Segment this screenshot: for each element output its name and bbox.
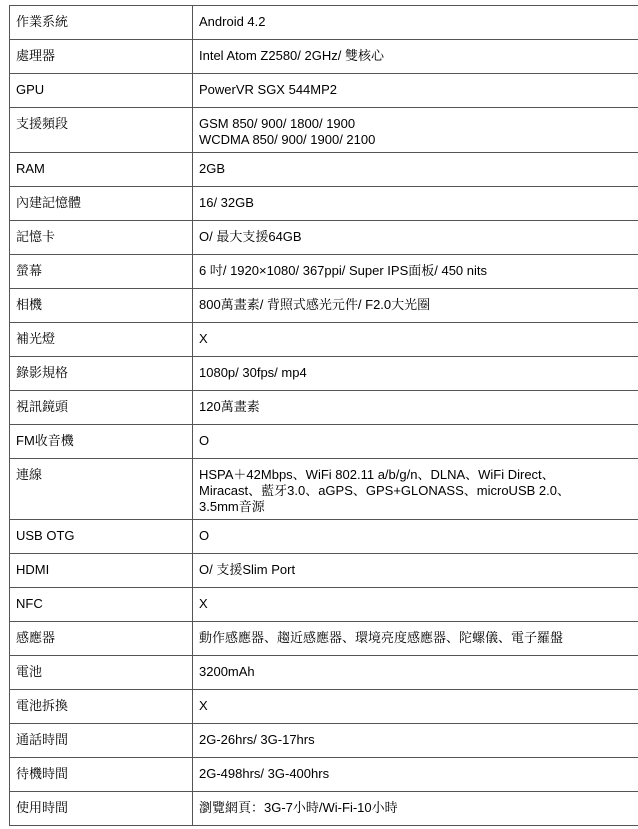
spec-value [193, 758, 638, 792]
spec-label: 相機 [10, 289, 193, 323]
spec-value [193, 554, 638, 588]
spec-row [10, 255, 638, 289]
spec-label: 錄影規格 [10, 357, 193, 391]
spec-row [10, 520, 638, 554]
spec-row [10, 459, 638, 520]
spec-value-line: 3200mAh [199, 664, 255, 679]
spec-value-line: PowerVR SGX 544MP2 [199, 82, 338, 97]
spec-label: USB OTG [10, 520, 193, 554]
spec-label: 連線 [10, 459, 193, 520]
spec-row [10, 357, 638, 391]
spec-value-line: GSM 850/ 900/ 1800/ 1900 [199, 116, 356, 131]
spec-row [10, 323, 638, 357]
spec-value-line: 2GB [199, 161, 226, 176]
spec-row [10, 108, 638, 153]
spec-label: 使用時間 [10, 792, 193, 826]
spec-value [193, 357, 638, 391]
spec-table [9, 5, 638, 826]
spec-row [10, 40, 638, 74]
spec-row [10, 425, 638, 459]
spec-row [10, 622, 638, 656]
spec-value [193, 153, 638, 187]
spec-label: 感應器 [10, 622, 193, 656]
spec-value-line: O/ 最大支援64GB [199, 229, 302, 244]
spec-value [193, 323, 638, 357]
spec-row [10, 554, 638, 588]
spec-value-line: 動作感應器、趨近感應器、環境亮度感應器、陀螺儀、電子羅盤 [199, 630, 564, 645]
spec-row [10, 690, 638, 724]
spec-value [193, 690, 638, 724]
spec-value-line: 800萬畫素/ 背照式感光元件/ F2.0大光圈 [199, 297, 431, 312]
spec-value-line: WCDMA 850/ 900/ 1900/ 2100 [199, 132, 376, 147]
spec-label: FM收音機 [10, 425, 193, 459]
spec-label: 螢幕 [10, 255, 193, 289]
spec-value-line: 16/ 32GB [199, 195, 254, 210]
spec-row [10, 153, 638, 187]
spec-label: 通話時間 [10, 724, 193, 758]
spec-label: GPU [10, 74, 193, 108]
spec-label: 待機時間 [10, 758, 193, 792]
spec-value [193, 289, 638, 323]
spec-row [10, 724, 638, 758]
spec-value [193, 792, 638, 826]
spec-label: 補光燈 [10, 323, 193, 357]
spec-value [193, 724, 638, 758]
spec-label: HDMI [10, 554, 193, 588]
spec-row [10, 289, 638, 323]
spec-value-line: 2G-498hrs/ 3G-400hrs [199, 766, 330, 781]
spec-value [193, 622, 638, 656]
spec-row [10, 187, 638, 221]
spec-value-line: 2G-26hrs/ 3G-17hrs [199, 732, 315, 747]
spec-label: NFC [10, 588, 193, 622]
spec-row [10, 792, 638, 826]
spec-row [10, 391, 638, 425]
spec-value [193, 74, 638, 108]
spec-row [10, 221, 638, 255]
spec-label: 作業系統 [10, 6, 193, 40]
spec-row [10, 656, 638, 690]
spec-value [193, 255, 638, 289]
spec-label: 內建記憶體 [10, 187, 193, 221]
spec-value [193, 221, 638, 255]
spec-label: 支援頻段 [10, 108, 193, 153]
spec-value-line: Android 4.2 [199, 14, 266, 29]
spec-label: 記憶卡 [10, 221, 193, 255]
spec-value [193, 187, 638, 221]
spec-table-body [10, 6, 638, 826]
spec-value-line: HSPA＋42Mbps、WiFi 802.11 a/b/g/n、DLNA、WiFi Direct、 [199, 467, 555, 482]
spec-label: 視訊鏡頭 [10, 391, 193, 425]
spec-value [193, 108, 638, 153]
spec-label: RAM [10, 153, 193, 187]
spec-value-line: Intel Atom Z2580/ 2GHz/ 雙核心 [199, 48, 384, 63]
spec-row [10, 6, 638, 40]
spec-label: 電池拆換 [10, 690, 193, 724]
spec-row [10, 74, 638, 108]
spec-value [193, 391, 638, 425]
spec-value-line: 6 吋/ 1920×1080/ 367ppi/ Super IPS面板/ 450 nits [199, 263, 487, 278]
spec-value-line: 3.5mm音源 [199, 499, 265, 514]
spec-value-line: O [199, 528, 210, 543]
spec-value [193, 459, 638, 520]
spec-value [193, 40, 638, 74]
spec-label: 電池 [10, 656, 193, 690]
spec-value-line: X [199, 331, 208, 346]
spec-value-line: X [199, 596, 208, 611]
spec-value-line: 1080p/ 30fps/ mp4 [199, 365, 307, 380]
spec-value-line: 120萬畫素 [199, 399, 260, 414]
spec-value [193, 588, 638, 622]
spec-value [193, 520, 638, 554]
spec-row [10, 758, 638, 792]
spec-value-line: Miracast、藍牙3.0、aGPS、GPS+GLONASS、microUSB 2.0、 [199, 483, 570, 498]
spec-value-line: O/ 支援Slim Port [199, 562, 296, 577]
spec-value-line: X [199, 698, 208, 713]
spec-value-line: O [199, 433, 210, 448]
spec-label: 處理器 [10, 40, 193, 74]
spec-value [193, 425, 638, 459]
spec-value [193, 656, 638, 690]
spec-row [10, 588, 638, 622]
spec-value [193, 6, 638, 40]
spec-value-line: 瀏覽網頁：3G-7小時/Wi-Fi-10小時 [199, 800, 398, 815]
